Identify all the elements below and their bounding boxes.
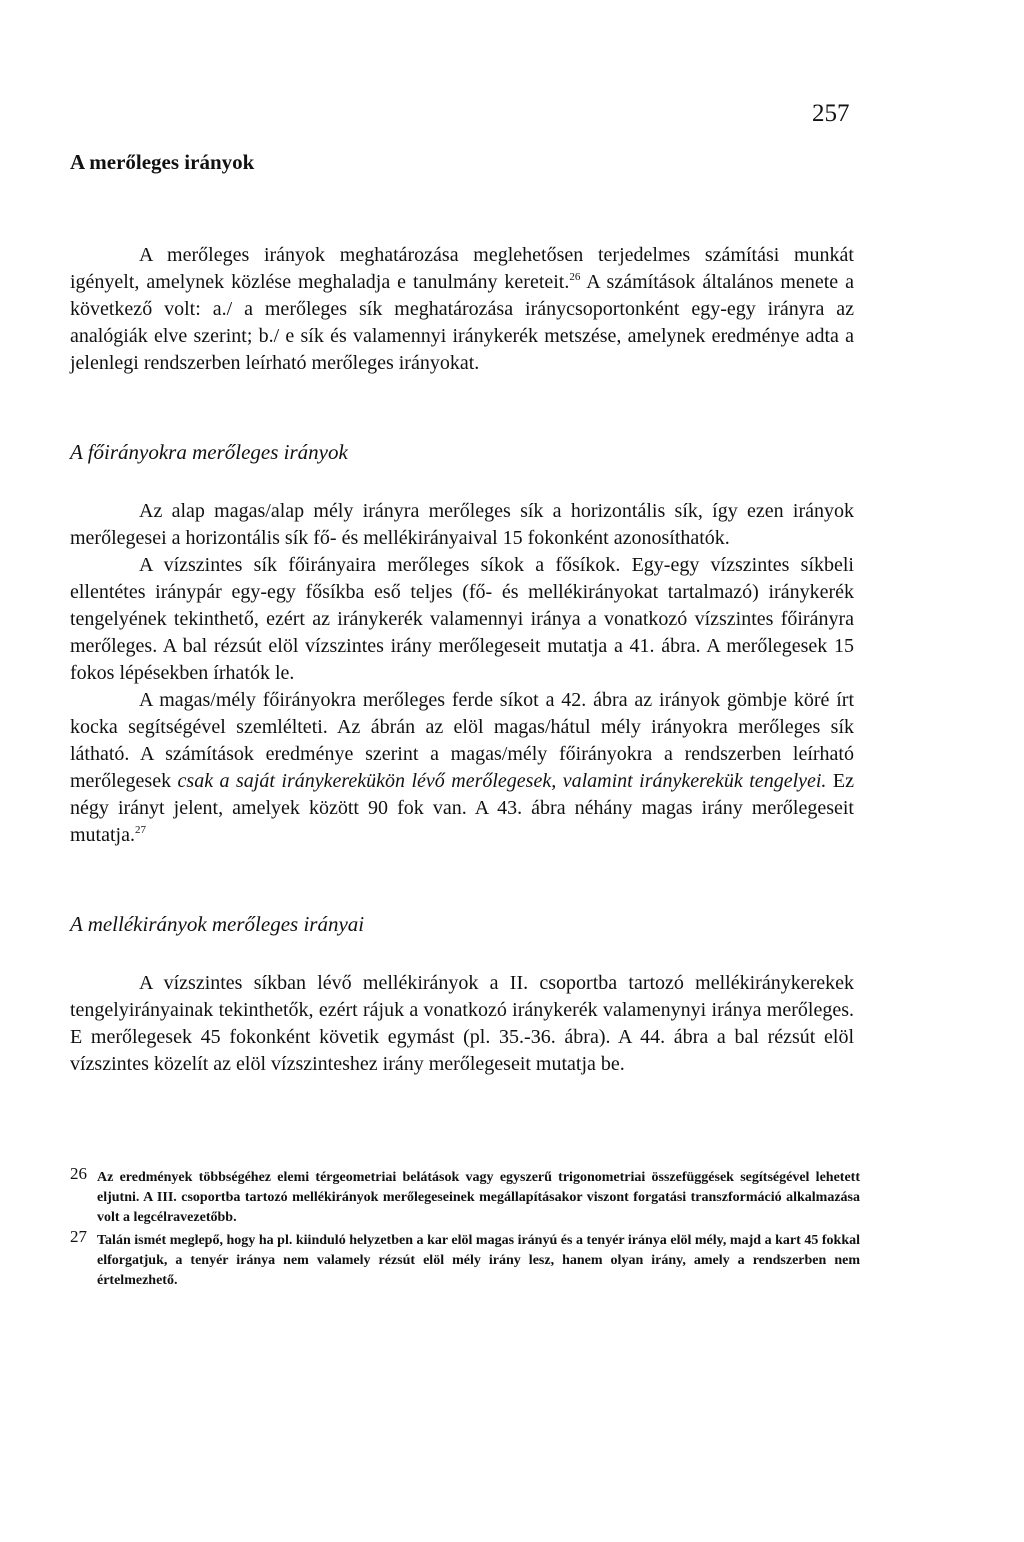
intro-text-1: A merőleges irányok meghatározása meglehetősen terjedelmes számítási munkát igényelt, amelynek közlése meghaladja e tanulmány kereteit.: [70, 244, 854, 293]
footnotes: [70, 1164, 860, 1294]
footnote-ref-26: 26: [569, 271, 581, 283]
section-1-p3-text-b: Ez négy irányt jelent, amelyek között 90 fok van. A 43. ábra néhány magas irány merőlegeseit mutatja.: [70, 770, 854, 846]
footnote-text: Talán ismét meglepő, hogy ha pl. kiinduló helyzetben a kar elöl magas irányú és a tenyér iránya elöl mély, majd a kart 45 fokkal elforgatjuk, a tenyér iránya nem valamely rézsút elöl mély irány lesz, hanem olyan irány, amely a rendszerben nem értelmezhető.: [97, 1233, 860, 1288]
page-number: 257: [812, 100, 850, 127]
intro-text-2: A számítások általános menete a következő volt: a./ a merőleges sík meghatározása iránycsoportonként egy-egy irányra az analógiák elve szerint; b./ e sík és valamennyi iránykerék metszése, amelynek eredménye adta a jelenlegi rendszerben leírható merőleges irányokat.: [70, 271, 855, 374]
section-2-heading: A mellékirányok merőleges irányai: [70, 912, 365, 936]
footnote-27: [70, 1227, 860, 1291]
running-head: A merőleges irányok: [70, 150, 255, 174]
section-1-body: [70, 498, 854, 849]
section-2-body: [70, 970, 854, 1078]
section-1-heading: A főirányokra merőleges irányok: [70, 440, 348, 464]
footnote-number: 26: [70, 1164, 87, 1183]
section-1-paragraph-3: [70, 687, 854, 849]
footnote-text: Az eredmények többségéhez elemi térgeometriai belátások vagy egyszerű trigonometriai összefüggések segítségével lehetett eljutni. A III. csoportba tartozó mellékirányok merőlegeseinek megállapításakor viszont forgatási transzformáció alkalmazása volt a legcélravezetőbb.: [97, 1170, 860, 1225]
intro-section: [70, 242, 854, 377]
section-1-p3-text-a: A magas/mély főirányokra merőleges ferde síkot a 42. ábra az irányok gömbje köré írt kocka segítségével szemlélteti. Az ábrán az elöl magas/hátul mély irányokra merőleges sík látható. A számítások eredménye szerint a magas/mély főirányokra a rendszerben leírható merőlegesek: [70, 689, 854, 792]
section-1-p3-emphasis: csak a saját iránykerekükön lévő merőlegesek, valamint iránykerekük tengelyei.: [177, 770, 827, 792]
footnote-26: [70, 1164, 860, 1228]
intro-paragraph: [70, 242, 854, 377]
footnote-ref-27: 27: [134, 824, 146, 836]
section-2-paragraph-1: A vízszintes síkban lévő mellékirányok a II. csoportba tartozó mellékiránykerekek tengelyirányainak tekinthetők, ezért rájuk a vonatkozó iránykerék valamenynyi iránya merőleges. E merőlegesek 45 fokonként követik egymást (pl. 35.-36. ábra). A 44. ábra a bal rézsút elöl vízszintes közelít az elöl vízszinteshez irány merőlegeseit mutatja be.: [70, 972, 854, 1075]
section-1-paragraph-2: A vízszintes sík főirányaira merőleges síkok a fősíkok. Egy-egy vízszintes síkbeli ellentétes iránypár egy-egy fősíkba eső teljes (fő- és mellékirányokat tartalmazó) iránykerék tengelyének tekinthető, ezért az iránykerék valamennyi iránya a vonatkozó vízszintes főirányra merőleges. A bal rézsút elöl vízszintes irány merőlegeseit mutatja a 41. ábra. A merőlegesek 15 fokos lépésekben írhatók le.: [70, 554, 854, 684]
section-1-paragraph-1: Az alap magas/alap mély irányra merőleges sík a horizontális sík, így ezen irányok merőlegesei a horizontális sík fő- és mellékirányaival 15 fokonként azonosíthatók.: [70, 500, 854, 549]
footnote-number: 27: [70, 1227, 87, 1246]
